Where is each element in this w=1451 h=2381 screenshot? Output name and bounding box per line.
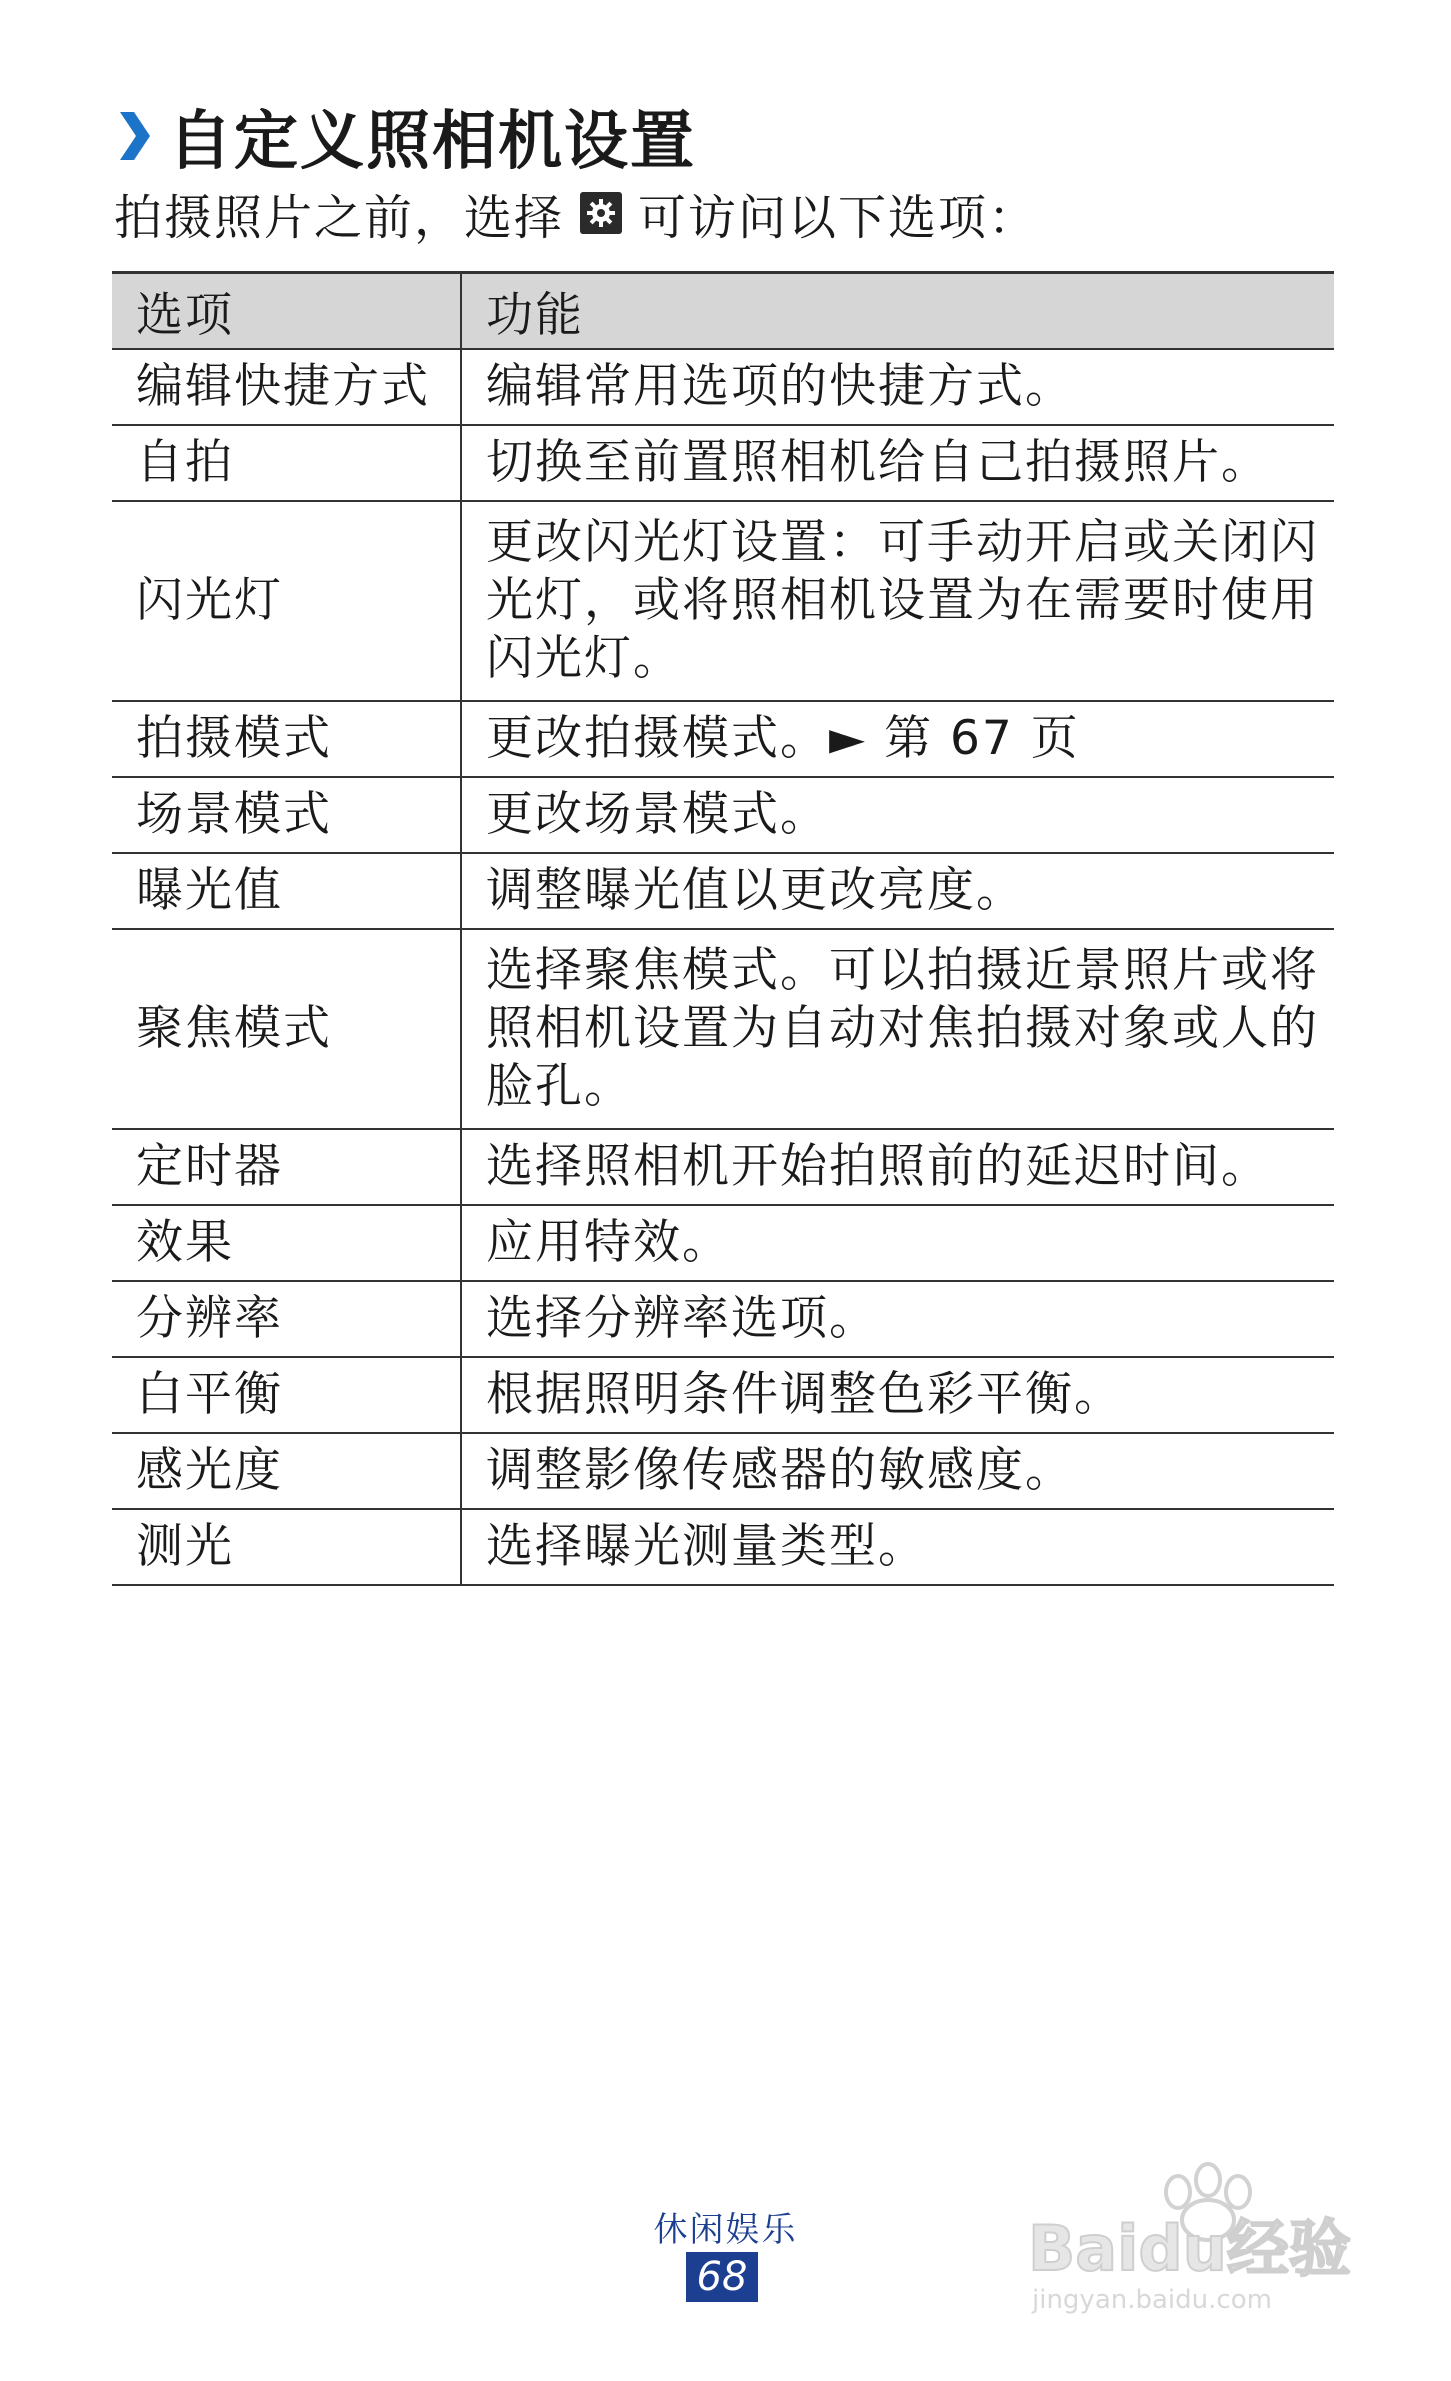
option-function: 选择聚焦模式。可以拍摄近景照片或将照相机设置为自动对焦拍摄对象或人的脸孔。 xyxy=(461,929,1334,1129)
option-function: 更改拍摄模式。► 第 67 页 xyxy=(461,701,1334,777)
option-name: 测光 xyxy=(112,1509,461,1585)
option-name: 分辨率 xyxy=(112,1281,461,1357)
chevron-right-icon xyxy=(112,106,156,166)
option-function: 选择曝光测量类型。 xyxy=(461,1509,1334,1585)
table-row xyxy=(112,777,1334,853)
option-name: 聚焦模式 xyxy=(112,929,461,1129)
option-function: 选择照相机开始拍照前的延迟时间。 xyxy=(461,1129,1334,1205)
option-function: 应用特效。 xyxy=(461,1205,1334,1281)
option-function: 编辑常用选项的快捷方式。 xyxy=(461,349,1334,425)
option-function: 选择分辨率选项。 xyxy=(461,1281,1334,1357)
intro-text xyxy=(114,178,1038,248)
option-function: 根据照明条件调整色彩平衡。 xyxy=(461,1357,1334,1433)
table-row xyxy=(112,1205,1334,1281)
option-function: 调整影像传感器的敏感度。 xyxy=(461,1433,1334,1509)
footer-section-name: 休闲娱乐 xyxy=(653,2210,798,2250)
table-row xyxy=(112,1129,1334,1205)
option-name: 定时器 xyxy=(112,1129,461,1205)
option-name: 闪光灯 xyxy=(112,501,461,701)
intro-after: 可访问以下选项： xyxy=(638,189,1039,246)
header-function: 功能 xyxy=(461,273,1334,350)
option-name: 场景模式 xyxy=(112,777,461,853)
option-name: 效果 xyxy=(112,1205,461,1281)
table-row xyxy=(112,701,1334,777)
table-row xyxy=(112,349,1334,425)
table-row xyxy=(112,1357,1334,1433)
table-row xyxy=(112,1281,1334,1357)
table-row xyxy=(112,1509,1334,1585)
option-function: 更改场景模式。 xyxy=(461,777,1334,853)
table-row xyxy=(112,1433,1334,1509)
watermark-url: jingyan.baidu.com xyxy=(1032,2285,1272,2315)
table-row xyxy=(112,929,1334,1129)
table-header-row xyxy=(112,273,1334,350)
header-option: 选项 xyxy=(112,273,461,350)
option-function: 切换至前置照相机给自己拍摄照片。 xyxy=(461,425,1334,501)
option-function: 更改闪光灯设置：可手动开启或关闭闪光灯，或将照相机设置为在需要时使用闪光灯。 xyxy=(461,501,1334,701)
camera-options-table xyxy=(112,271,1334,1586)
option-name: 曝光值 xyxy=(112,853,461,929)
option-name: 拍摄模式 xyxy=(112,701,461,777)
option-name: 编辑快捷方式 xyxy=(112,349,461,425)
baidu-watermark xyxy=(1018,2150,1418,2320)
section-title-text: 自定义照相机设置 xyxy=(168,105,696,179)
watermark-brand: Baidu经验 xyxy=(1028,2212,1351,2285)
table-row xyxy=(112,853,1334,929)
option-name: 感光度 xyxy=(112,1433,461,1509)
gear-icon xyxy=(580,192,622,234)
table-row xyxy=(112,501,1334,701)
table-row xyxy=(112,425,1334,501)
option-name: 自拍 xyxy=(112,425,461,501)
intro-before: 拍摄照片之前，选择 xyxy=(114,189,565,246)
option-name: 白平衡 xyxy=(112,1357,461,1433)
section-title xyxy=(112,96,696,179)
option-function: 调整曝光值以更改亮度。 xyxy=(461,853,1334,929)
page-number: 68 xyxy=(686,2252,758,2302)
